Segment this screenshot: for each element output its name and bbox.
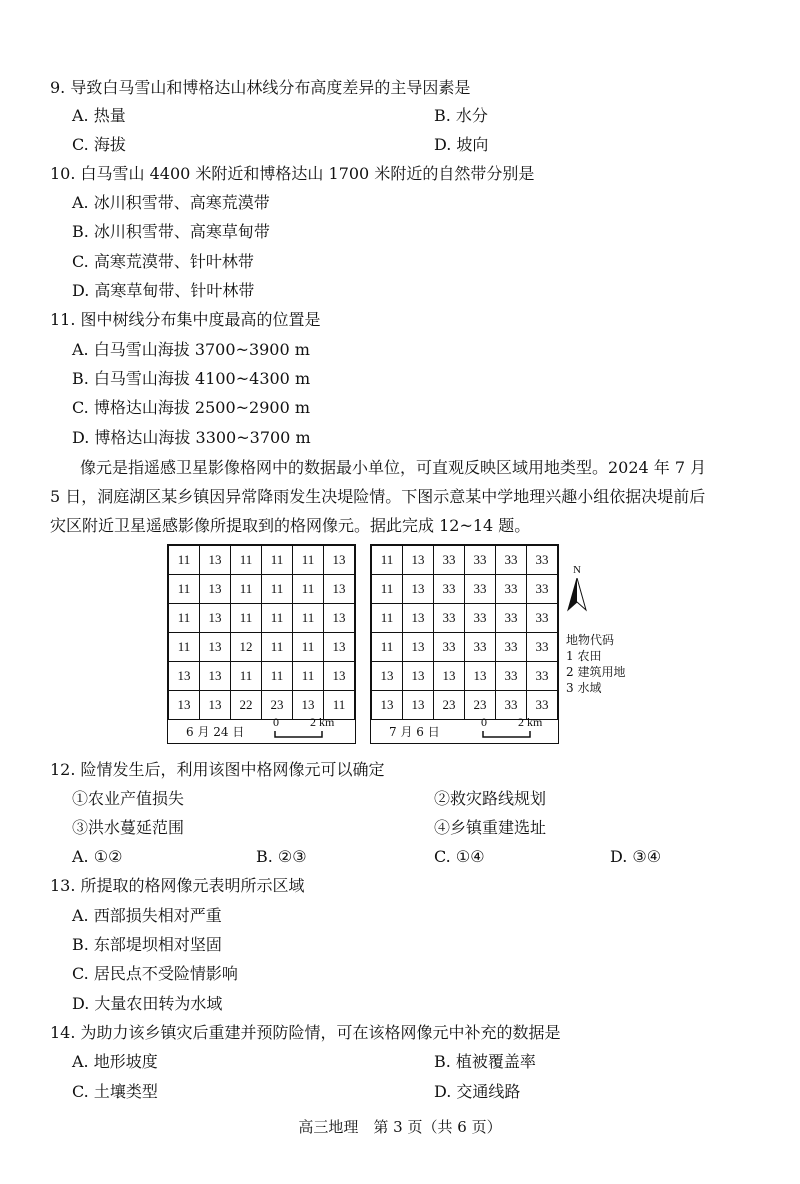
q10-option-a: A. 冰川积雪带、高寒荒漠带 (72, 193, 270, 212)
grid-july-6-cell: 33 (527, 604, 558, 633)
grid-june-24-cell: 13 (200, 691, 231, 720)
grid-june-24-cell: 11 (231, 662, 262, 691)
grid-june-24-cell: 11 (169, 575, 200, 604)
q11-option-d: D. 博格达山海拔 3300~3700 m (72, 428, 311, 447)
grid-june-24-caption: 6 月 24 日 (186, 725, 245, 739)
grid-july-6-cell: 13 (465, 662, 496, 691)
grid-june-24-row (169, 575, 355, 604)
grid-july-6-cell: 33 (465, 575, 496, 604)
grid-july-6-cell: 33 (496, 662, 527, 691)
q14-option-a: A. 地形坡度 (72, 1052, 158, 1071)
q10-stem: 10. 白马雪山 4400 米附近和博格达山 1700 米附近的自然带分别是 (50, 164, 535, 183)
grid-june-24-cell: 11 (231, 546, 262, 575)
grid-july-6-row (372, 546, 558, 575)
scale-distance-right: 2 km (518, 715, 543, 729)
grid-july-6-cell: 13 (372, 662, 403, 691)
grid-june-24-cell: 11 (262, 546, 293, 575)
grid-june-24-cell: 11 (293, 633, 324, 662)
grid-july-6-cell: 33 (465, 546, 496, 575)
grid-june-24-cell: 13 (169, 662, 200, 691)
q13-option-d: D. 大量农田转为水域 (72, 994, 223, 1013)
grid-june-24-cell: 11 (169, 633, 200, 662)
grid-june-24 (167, 544, 356, 744)
grid-june-24-cell: 11 (231, 575, 262, 604)
q11-option-b: B. 白马雪山海拔 4100~4300 m (72, 369, 311, 388)
grid-june-24-cell: 13 (200, 575, 231, 604)
grid-july-6-row (372, 604, 558, 633)
scale-zero-left: 0 (273, 715, 279, 729)
grid-july-6-cell: 13 (403, 633, 434, 662)
grid-july-6-cell: 11 (372, 546, 403, 575)
grid-july-6-cell: 33 (496, 575, 527, 604)
grid-june-24-cell: 13 (324, 604, 355, 633)
grid-june-24-table (168, 545, 355, 720)
q11-option-a: A. 白马雪山海拔 3700~3900 m (72, 340, 310, 359)
grid-july-6-cell: 13 (434, 662, 465, 691)
grid-july-6-cell: 11 (372, 604, 403, 633)
grid-july-6-cell: 13 (403, 575, 434, 604)
q9-option-b: B. 水分 (434, 106, 488, 125)
grid-june-24-cell: 13 (200, 546, 231, 575)
q10-option-b: B. 冰川积雪带、高寒草甸带 (72, 222, 270, 241)
grid-july-6-cell: 23 (434, 691, 465, 720)
q12-statement-4: ④乡镇重建选址 (434, 818, 547, 837)
q12-statement-2: ②救灾路线规划 (434, 789, 547, 808)
grid-july-6-cell: 33 (496, 691, 527, 720)
grid-july-6-caption: 7 月 6 日 (389, 725, 440, 739)
q12-option-c: C. ①④ (434, 847, 485, 866)
grid-june-24-cell: 13 (324, 633, 355, 662)
grid-june-24-row (169, 662, 355, 691)
grid-july-6-cell: 33 (527, 575, 558, 604)
grid-june-24-cell: 22 (231, 691, 262, 720)
grid-june-24-row (169, 633, 355, 662)
grid-july-6-cell: 23 (465, 691, 496, 720)
q12-option-d: D. ③④ (610, 847, 662, 866)
q14-option-b: B. 植被覆盖率 (434, 1052, 536, 1071)
grid-june-24-cell: 13 (200, 662, 231, 691)
grid-june-24-cell: 11 (293, 575, 324, 604)
q9-stem: 9. 导致白马雪山和博格达山林线分布高度差异的主导因素是 (50, 78, 471, 97)
grid-june-24-cell: 11 (262, 604, 293, 633)
grid-june-24-row (169, 604, 355, 633)
grid-july-6-cell: 33 (496, 604, 527, 633)
grid-july-6-cell: 33 (465, 604, 496, 633)
scale-bar-left (274, 731, 324, 739)
grid-july-6-cell: 33 (527, 662, 558, 691)
grid-july-6-table (371, 545, 558, 720)
grid-july-6-cell: 13 (403, 546, 434, 575)
q13-option-a: A. 西部损失相对严重 (72, 906, 222, 925)
q12-option-b: B. ②③ (256, 847, 307, 866)
grid-july-6-cell: 13 (403, 662, 434, 691)
grid-july-6-cell: 13 (372, 691, 403, 720)
grid-july-6-cell: 33 (434, 633, 465, 662)
grid-june-24-cell: 13 (169, 691, 200, 720)
legend-item-construction: 2 建筑用地 (566, 665, 626, 679)
grid-july-6-cell: 11 (372, 633, 403, 662)
north-label: N (573, 564, 581, 576)
scale-zero-right: 0 (481, 715, 487, 729)
grid-july-6-row (372, 633, 558, 662)
grid-july-6-cell: 13 (403, 604, 434, 633)
q12-statement-1: ①农业产值损失 (72, 789, 185, 808)
grid-june-24-cell: 13 (293, 691, 324, 720)
legend-title: 地物代码 (566, 633, 615, 647)
grid-june-24-cell: 11 (324, 691, 355, 720)
grid-july-6 (370, 544, 559, 744)
grid-june-24-cell: 23 (262, 691, 293, 720)
q13-option-c: C. 居民点不受险情影响 (72, 964, 238, 983)
q14-option-c: C. 土壤类型 (72, 1082, 158, 1101)
grid-july-6-cell: 33 (434, 575, 465, 604)
q9-option-c: C. 海拔 (72, 135, 126, 154)
q9-option-a: A. 热量 (72, 106, 126, 125)
grid-july-6-cell: 33 (434, 604, 465, 633)
q13-stem: 13. 所提取的格网像元表明所示区域 (50, 876, 305, 895)
grid-july-6-cell: 13 (403, 691, 434, 720)
grid-july-6-cell: 33 (527, 691, 558, 720)
q9-option-d: D. 坡向 (434, 135, 489, 154)
grid-june-24-cell: 11 (293, 662, 324, 691)
q11-option-c: C. 博格达山海拔 2500~2900 m (72, 398, 311, 417)
grid-july-6-row (372, 575, 558, 604)
legend-item-farmland: 1 农田 (566, 649, 602, 663)
grid-june-24-cell: 11 (231, 604, 262, 633)
passage-line-1: 像元是指遥感卫星影像格网中的数据最小单位，可直观反映区域用地类型。2024 年 7 月 (80, 458, 707, 477)
passage-line-3: 灾区附近卫星遥感影像所提取到的格网像元。据此完成 12~14 题。 (50, 516, 531, 535)
q14-option-d: D. 交通线路 (434, 1082, 521, 1101)
passage (50, 453, 755, 540)
grid-june-24-cell: 11 (262, 662, 293, 691)
page-footer: 高三地理 第 3 页（共 6 页） (298, 1118, 502, 1136)
grid-june-24-cell: 11 (169, 604, 200, 633)
grid-june-24-cell: 11 (262, 633, 293, 662)
q11-stem: 11. 图中树线分布集中度最高的位置是 (50, 310, 321, 329)
q10-option-c: C. 高寒荒漠带、针叶林带 (72, 252, 254, 271)
grid-june-24-cell: 11 (169, 546, 200, 575)
grid-july-6-cell: 33 (527, 546, 558, 575)
legend (566, 632, 625, 696)
grid-july-6-cell: 33 (496, 546, 527, 575)
q13-option-b: B. 东部堤坝相对坚固 (72, 935, 222, 954)
grid-july-6-row (372, 662, 558, 691)
grid-june-24-cell: 11 (293, 604, 324, 633)
scale-bar-right (482, 731, 532, 739)
grid-july-6-cell: 33 (527, 633, 558, 662)
grid-july-6-cell: 33 (434, 546, 465, 575)
north-arrow-icon (566, 578, 588, 612)
grid-june-24-cell: 13 (200, 633, 231, 662)
legend-item-water: 3 水域 (566, 681, 602, 695)
grid-june-24-cell: 11 (262, 575, 293, 604)
grid-june-24-cell: 13 (324, 575, 355, 604)
grid-june-24-cell: 13 (200, 604, 231, 633)
passage-line-2: 5 日，洞庭湖区某乡镇因异常降雨发生决堤险情。下图示意某中学地理兴趣小组依据决堤前后 (50, 487, 706, 506)
grid-june-24-cell: 12 (231, 633, 262, 662)
grid-july-6-cell: 11 (372, 575, 403, 604)
grid-july-6-cell: 33 (465, 633, 496, 662)
scale-distance-left: 2 km (310, 715, 335, 729)
q14-stem: 14. 为助力该乡镇灾后重建并预防险情，可在该格网像元中补充的数据是 (50, 1023, 561, 1042)
grid-june-24-cell: 13 (324, 662, 355, 691)
q12-stem: 12. 险情发生后，利用该图中格网像元可以确定 (50, 760, 385, 779)
q10-option-d: D. 高寒草甸带、针叶林带 (72, 281, 255, 300)
q12-option-a: A. ①② (72, 847, 123, 866)
grid-june-24-cell: 11 (293, 546, 324, 575)
grid-july-6-cell: 33 (496, 633, 527, 662)
grid-june-24-row (169, 546, 355, 575)
q12-statement-3: ③洪水蔓延范围 (72, 818, 185, 837)
grid-june-24-cell: 13 (324, 546, 355, 575)
